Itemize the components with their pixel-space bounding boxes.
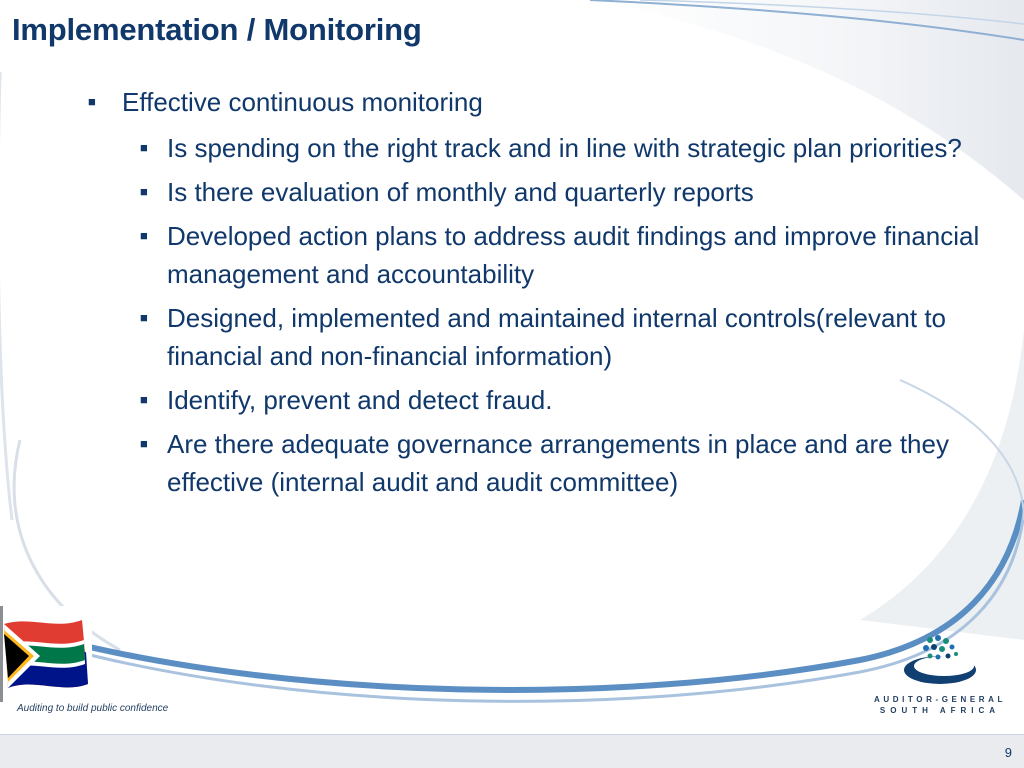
square-bullet-icon: ■ [140, 436, 148, 451]
square-bullet-icon: ■ [140, 140, 148, 155]
sub-bullet-item [140, 173, 1008, 211]
tagline: Auditing to build public confidence [17, 703, 169, 714]
sub-bullet-item [140, 217, 1008, 293]
sub-bullet-text: Is there evaluation of monthly and quarterly reports [167, 177, 754, 207]
sub-bullet-item [140, 381, 1008, 419]
sub-bullet-text: Identify, prevent and detect fraud. [167, 385, 553, 415]
square-bullet-icon: ■ [140, 228, 148, 243]
sub-bullet-item [140, 425, 1008, 501]
footer-bar [0, 734, 1024, 768]
bullet-list [88, 85, 1008, 507]
sub-bullet-text: Developed action plans to address audit findings and improve financial management and accountability [167, 221, 980, 289]
sub-bullet-text: Designed, implemented and maintained internal controls(relevant to financial and non-financial information) [167, 303, 946, 371]
sub-bullet-text: Is spending on the right track and in line with strategic plan priorities? [167, 133, 962, 163]
square-bullet-icon: ■ [88, 94, 96, 109]
bullet-main-text: Effective continuous monitoring [122, 87, 483, 117]
org-name-line2: SOUTH AFRICA [879, 706, 1001, 715]
auditor-general-logo-icon [896, 632, 984, 688]
sub-bullet-item [140, 129, 1008, 167]
page-number: 9 [1004, 745, 1012, 760]
square-bullet-icon: ■ [140, 184, 148, 199]
sub-bullet-text: Are there adequate governance arrangements in place and are they effective (internal audit and audit committee) [167, 429, 949, 497]
sub-bullet-item [140, 299, 1008, 375]
square-bullet-icon: ■ [140, 392, 148, 407]
south-africa-flag-icon [0, 606, 92, 702]
page-title: Implementation / Monitoring [12, 12, 422, 47]
bullet-main [88, 85, 1008, 119]
sub-bullet-list [140, 129, 1008, 501]
square-bullet-icon: ■ [140, 310, 148, 325]
org-name-line1: AUDITOR-GENERAL [873, 695, 1007, 704]
